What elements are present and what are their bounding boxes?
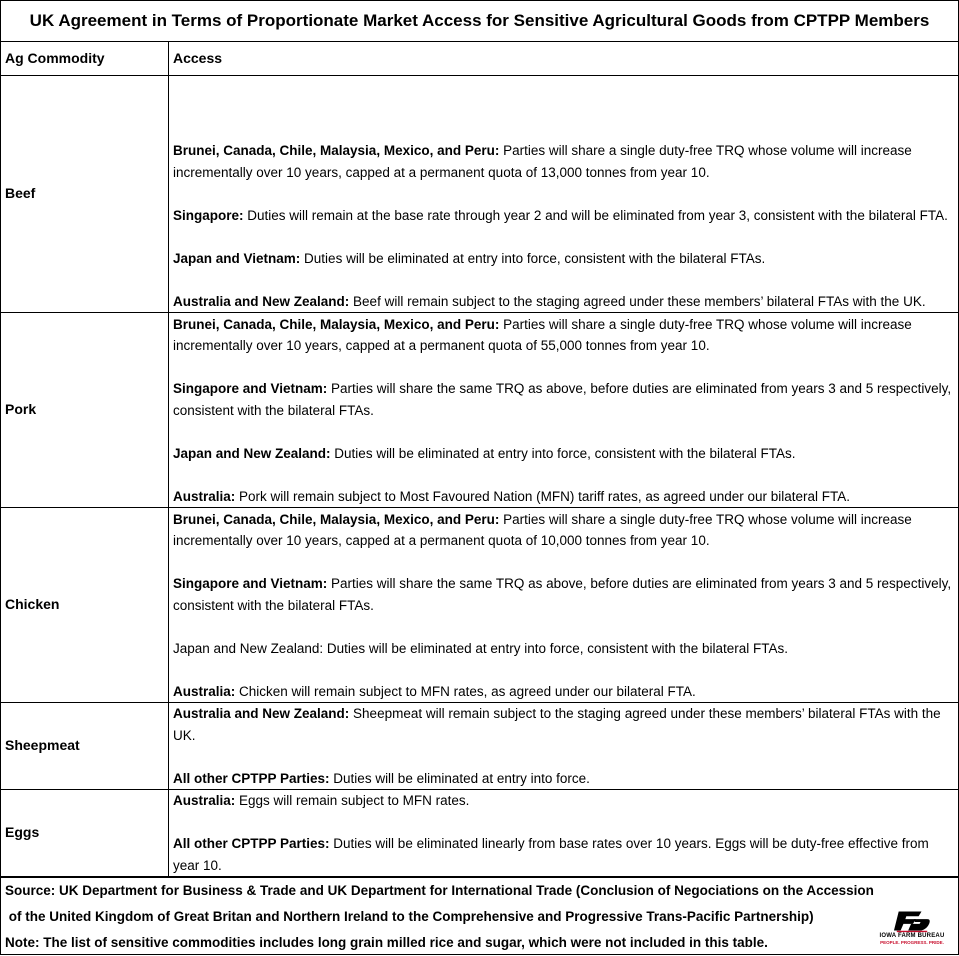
party-group-label: All other CPTPP Parties: bbox=[173, 770, 330, 786]
source-line-1: Source: UK Department for Business & Trade and UK Department for International Trade (Conclusion of Negociations on the Accession bbox=[5, 883, 874, 898]
access-paragraph bbox=[173, 681, 954, 703]
access-paragraph bbox=[173, 833, 954, 876]
access-cell bbox=[169, 313, 959, 508]
access-terms: Chicken will remain subject to MFN rates, as agreed under our bilateral FTA. bbox=[235, 683, 696, 699]
market-access-table bbox=[1, 42, 958, 877]
party-group-label: Australia: bbox=[173, 683, 236, 699]
commodity-cell: Beef bbox=[1, 76, 169, 313]
access-terms: Sheepmeat will remain subject to the staging agreed under these members’ bilateral FTAs with the UK. bbox=[173, 706, 941, 743]
access-paragraph bbox=[173, 378, 954, 421]
commodity-cell: Sheepmeat bbox=[1, 703, 169, 790]
access-paragraph bbox=[173, 573, 954, 616]
access-terms: Duties will remain at the base rate through year 2 and will be eliminated from year 3, consistent with the bilateral FTA. bbox=[243, 207, 948, 223]
footnote: Note: The list of sensitive commodities includes long grain milled rice and sugar, which were not included in this table. bbox=[5, 935, 768, 950]
commodity-cell: Chicken bbox=[1, 508, 169, 703]
party-group-label: Australia: bbox=[173, 488, 236, 504]
header-access: Access bbox=[169, 42, 959, 76]
access-paragraph bbox=[173, 443, 954, 465]
access-terms: Duties will be eliminated at entry into force, consistent with the bilateral FTAs. bbox=[330, 445, 796, 461]
logo-name: IOWA FARM BUREAU bbox=[879, 933, 945, 939]
party-group-label: Australia and New Zealand: bbox=[173, 706, 350, 721]
access-paragraph bbox=[173, 140, 954, 183]
access-terms: Duties will be eliminated at entry into force, consistent with the bilateral FTAs. bbox=[300, 250, 766, 266]
access-paragraph bbox=[173, 703, 954, 746]
table-header-row bbox=[1, 42, 958, 76]
access-terms: Eggs will remain subject to MFN rates. bbox=[235, 793, 470, 808]
party-group-label: Australia: bbox=[173, 793, 236, 808]
party-group-label: Singapore: bbox=[173, 207, 244, 223]
table-row bbox=[1, 703, 958, 790]
party-group-label: Singapore and Vietnam: bbox=[173, 381, 328, 396]
logo-tagline: PEOPLE. PROGRESS. PRIDE. bbox=[880, 940, 944, 945]
access-cell bbox=[169, 76, 959, 313]
table-row bbox=[1, 790, 958, 877]
access-paragraph bbox=[173, 291, 954, 313]
access-paragraph bbox=[173, 314, 954, 357]
farm-bureau-mark-icon bbox=[893, 909, 931, 933]
access-paragraph bbox=[173, 768, 954, 790]
access-cell bbox=[169, 508, 959, 703]
access-terms: Japan and New Zealand: Duties will be eliminated at entry into force, consistent with the bilateral FTAs. bbox=[173, 640, 789, 656]
access-terms: Parties will share a single duty-free TRQ whose volume will increase incrementally over 10 years, capped at a permanent quota of 13,000 tonnes from year 10. bbox=[173, 143, 912, 180]
access-cell bbox=[169, 790, 959, 877]
party-group-label: Singapore and Vietnam: bbox=[173, 576, 328, 591]
access-terms: Parties will share a single duty-free TRQ whose volume will increase incrementally over 10 years, capped at a permanent quota of 55,000 tonnes from year 10. bbox=[173, 316, 912, 353]
party-group-label: All other CPTPP Parties: bbox=[173, 836, 330, 851]
access-terms: Duties will be eliminated linearly from base rates over 10 years. Eggs will be duty-free effective from year 10. bbox=[173, 836, 929, 873]
table-footer bbox=[1, 877, 958, 953]
access-paragraph bbox=[173, 205, 954, 227]
table-row bbox=[1, 508, 958, 703]
party-group-label: Japan and Vietnam: bbox=[173, 250, 301, 266]
party-group-label: Brunei, Canada, Chile, Malaysia, Mexico, and Peru: bbox=[173, 143, 500, 158]
page-title: UK Agreement in Terms of Proportionate Market Access for Sensitive Agricultural Goods from CPTPP Members bbox=[1, 1, 958, 42]
access-paragraph bbox=[173, 790, 954, 812]
commodity-cell: Pork bbox=[1, 313, 169, 508]
access-terms: Beef will remain subject to the staging agreed under these members’ bilateral FTAs with the UK. bbox=[349, 293, 926, 309]
access-terms: Parties will share the same TRQ as above, before duties are eliminated from years 3 and 5 respectively, consistent with the bilateral FTAs. bbox=[173, 576, 952, 613]
header-commodity: Ag Commodity bbox=[1, 42, 169, 76]
access-terms: Parties will share a single duty-free TRQ whose volume will increase incrementally over 10 years, capped at a permanent quota of 10,000 tonnes from year 10. bbox=[173, 511, 912, 548]
table-row bbox=[1, 76, 958, 313]
access-terms: Duties will be eliminated at entry into force. bbox=[329, 770, 590, 786]
access-cell bbox=[169, 703, 959, 790]
table-row bbox=[1, 313, 958, 508]
party-group-label: Brunei, Canada, Chile, Malaysia, Mexico, and Peru: bbox=[173, 316, 500, 332]
iowa-farm-bureau-logo bbox=[872, 909, 952, 947]
access-paragraph bbox=[173, 509, 954, 552]
access-paragraph bbox=[173, 638, 954, 660]
access-terms: Pork will remain subject to Most Favoured Nation (MFN) tariff rates, as agreed under our bilateral FTA. bbox=[235, 488, 851, 504]
access-terms: Parties will share the same TRQ as above, before duties are eliminated from years 3 and 5 respectively, consistent with the bilateral FTAs. bbox=[173, 381, 952, 418]
party-group-label: Australia and New Zealand: bbox=[173, 293, 350, 309]
access-paragraph bbox=[173, 486, 954, 508]
party-group-label: Brunei, Canada, Chile, Malaysia, Mexico, and Peru: bbox=[173, 511, 500, 527]
commodity-cell: Eggs bbox=[1, 790, 169, 877]
source-line-2: of the United Kingdom of Great Britan and Northern Ireland to the Comprehensive and Progressive Trans-Pacific Partnership) bbox=[5, 909, 814, 924]
access-paragraph bbox=[173, 248, 954, 270]
party-group-label: Japan and New Zealand: bbox=[173, 445, 331, 461]
